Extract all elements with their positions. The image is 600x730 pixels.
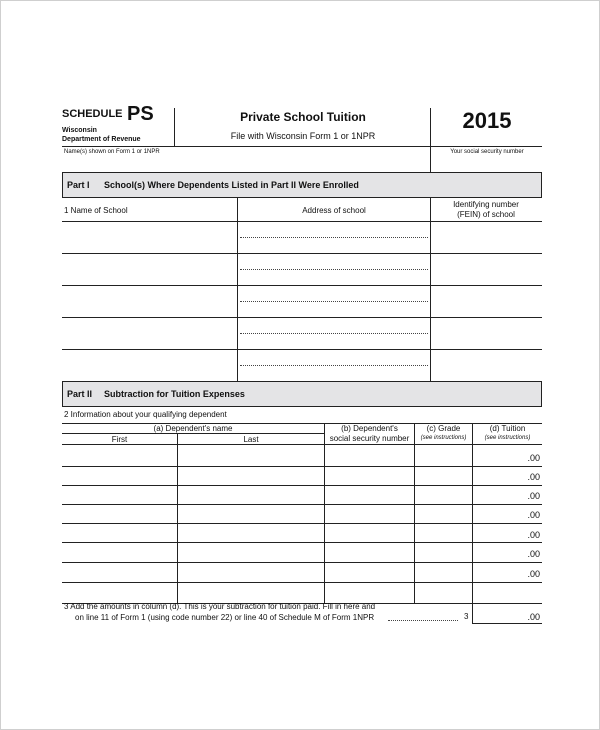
school-name-fields[interactable] [62,221,237,381]
dependent-first-name-fields[interactable] [62,444,177,603]
col-b-line1: (b) Dependent's [341,424,398,433]
schedule-label: SCHEDULE [62,108,123,120]
col-c-line1: (c) Grade [426,424,461,433]
school-fein-fields[interactable] [431,221,542,381]
col-d-line2: (see instructions) [484,435,531,441]
col-d-line1: (d) Tuition [489,424,526,433]
schedule-code: PS [127,103,154,125]
agency-line2: Department of Revenue [62,136,141,143]
line3-total[interactable]: .00 [527,612,540,622]
part1-heading-text: School(s) Where Dependents Listed in Part II Were Enrolled [104,180,359,190]
file-with-note: File with Wisconsin Form 1 or 1NPR [230,131,376,141]
names-label: Name(s) shown on Form 1 or 1NPR [64,149,160,155]
school-address-fields[interactable] [238,221,430,381]
col-last-label: Last [243,435,259,444]
tax-year: 2015 [462,108,512,133]
col-school-name: 1 Name of School [64,206,128,215]
part2-heading-text: Subtraction for Tuition Expenses [104,389,245,399]
names-input[interactable] [62,146,430,172]
col-b-line2: social security number [329,434,410,443]
dependent-grade-fields[interactable] [415,444,472,603]
col-a-label: (a) Dependent's name [153,424,233,433]
ssn-input[interactable] [432,146,542,172]
tuition-amount[interactable]: .00 [527,530,540,540]
tuition-amount[interactable]: .00 [527,491,540,501]
tuition-amount[interactable]: .00 [527,453,540,463]
form-title: Private School Tuition [240,110,366,124]
tuition-amount[interactable]: .00 [527,510,540,520]
col-c-line2: (see instructions) [420,435,467,441]
ssn-label: Your social security number [450,149,524,155]
part1-heading-part: Part I [67,180,90,190]
tuition-amount[interactable]: .00 [527,472,540,482]
line3-text-a: 3 Add the amounts in column (d). This is your subtraction for tuition paid. Fill in here and [64,602,376,611]
tuition-amount[interactable]: .00 [527,569,540,579]
part2-heading-part: Part II [67,389,93,399]
line2-label: 2 Information about your qualifying dependent [64,410,227,419]
line3-text-b: on line 11 of Form 1 (using code number 22) or line 40 of Schedule M of Form 1NPR [75,613,375,622]
agency-line1: Wisconsin [62,127,97,134]
col-fein-line2: (FEIN) of school [457,210,515,219]
dependent-ssn-fields[interactable] [325,444,414,603]
col-fein-line1: Identifying number [453,200,519,209]
tuition-amount[interactable]: .00 [527,549,540,559]
col-school-address: Address of school [302,206,366,215]
dependent-last-name-fields[interactable] [178,444,324,603]
col-first-label: First [111,435,128,444]
line3-number: 3 [464,612,469,621]
